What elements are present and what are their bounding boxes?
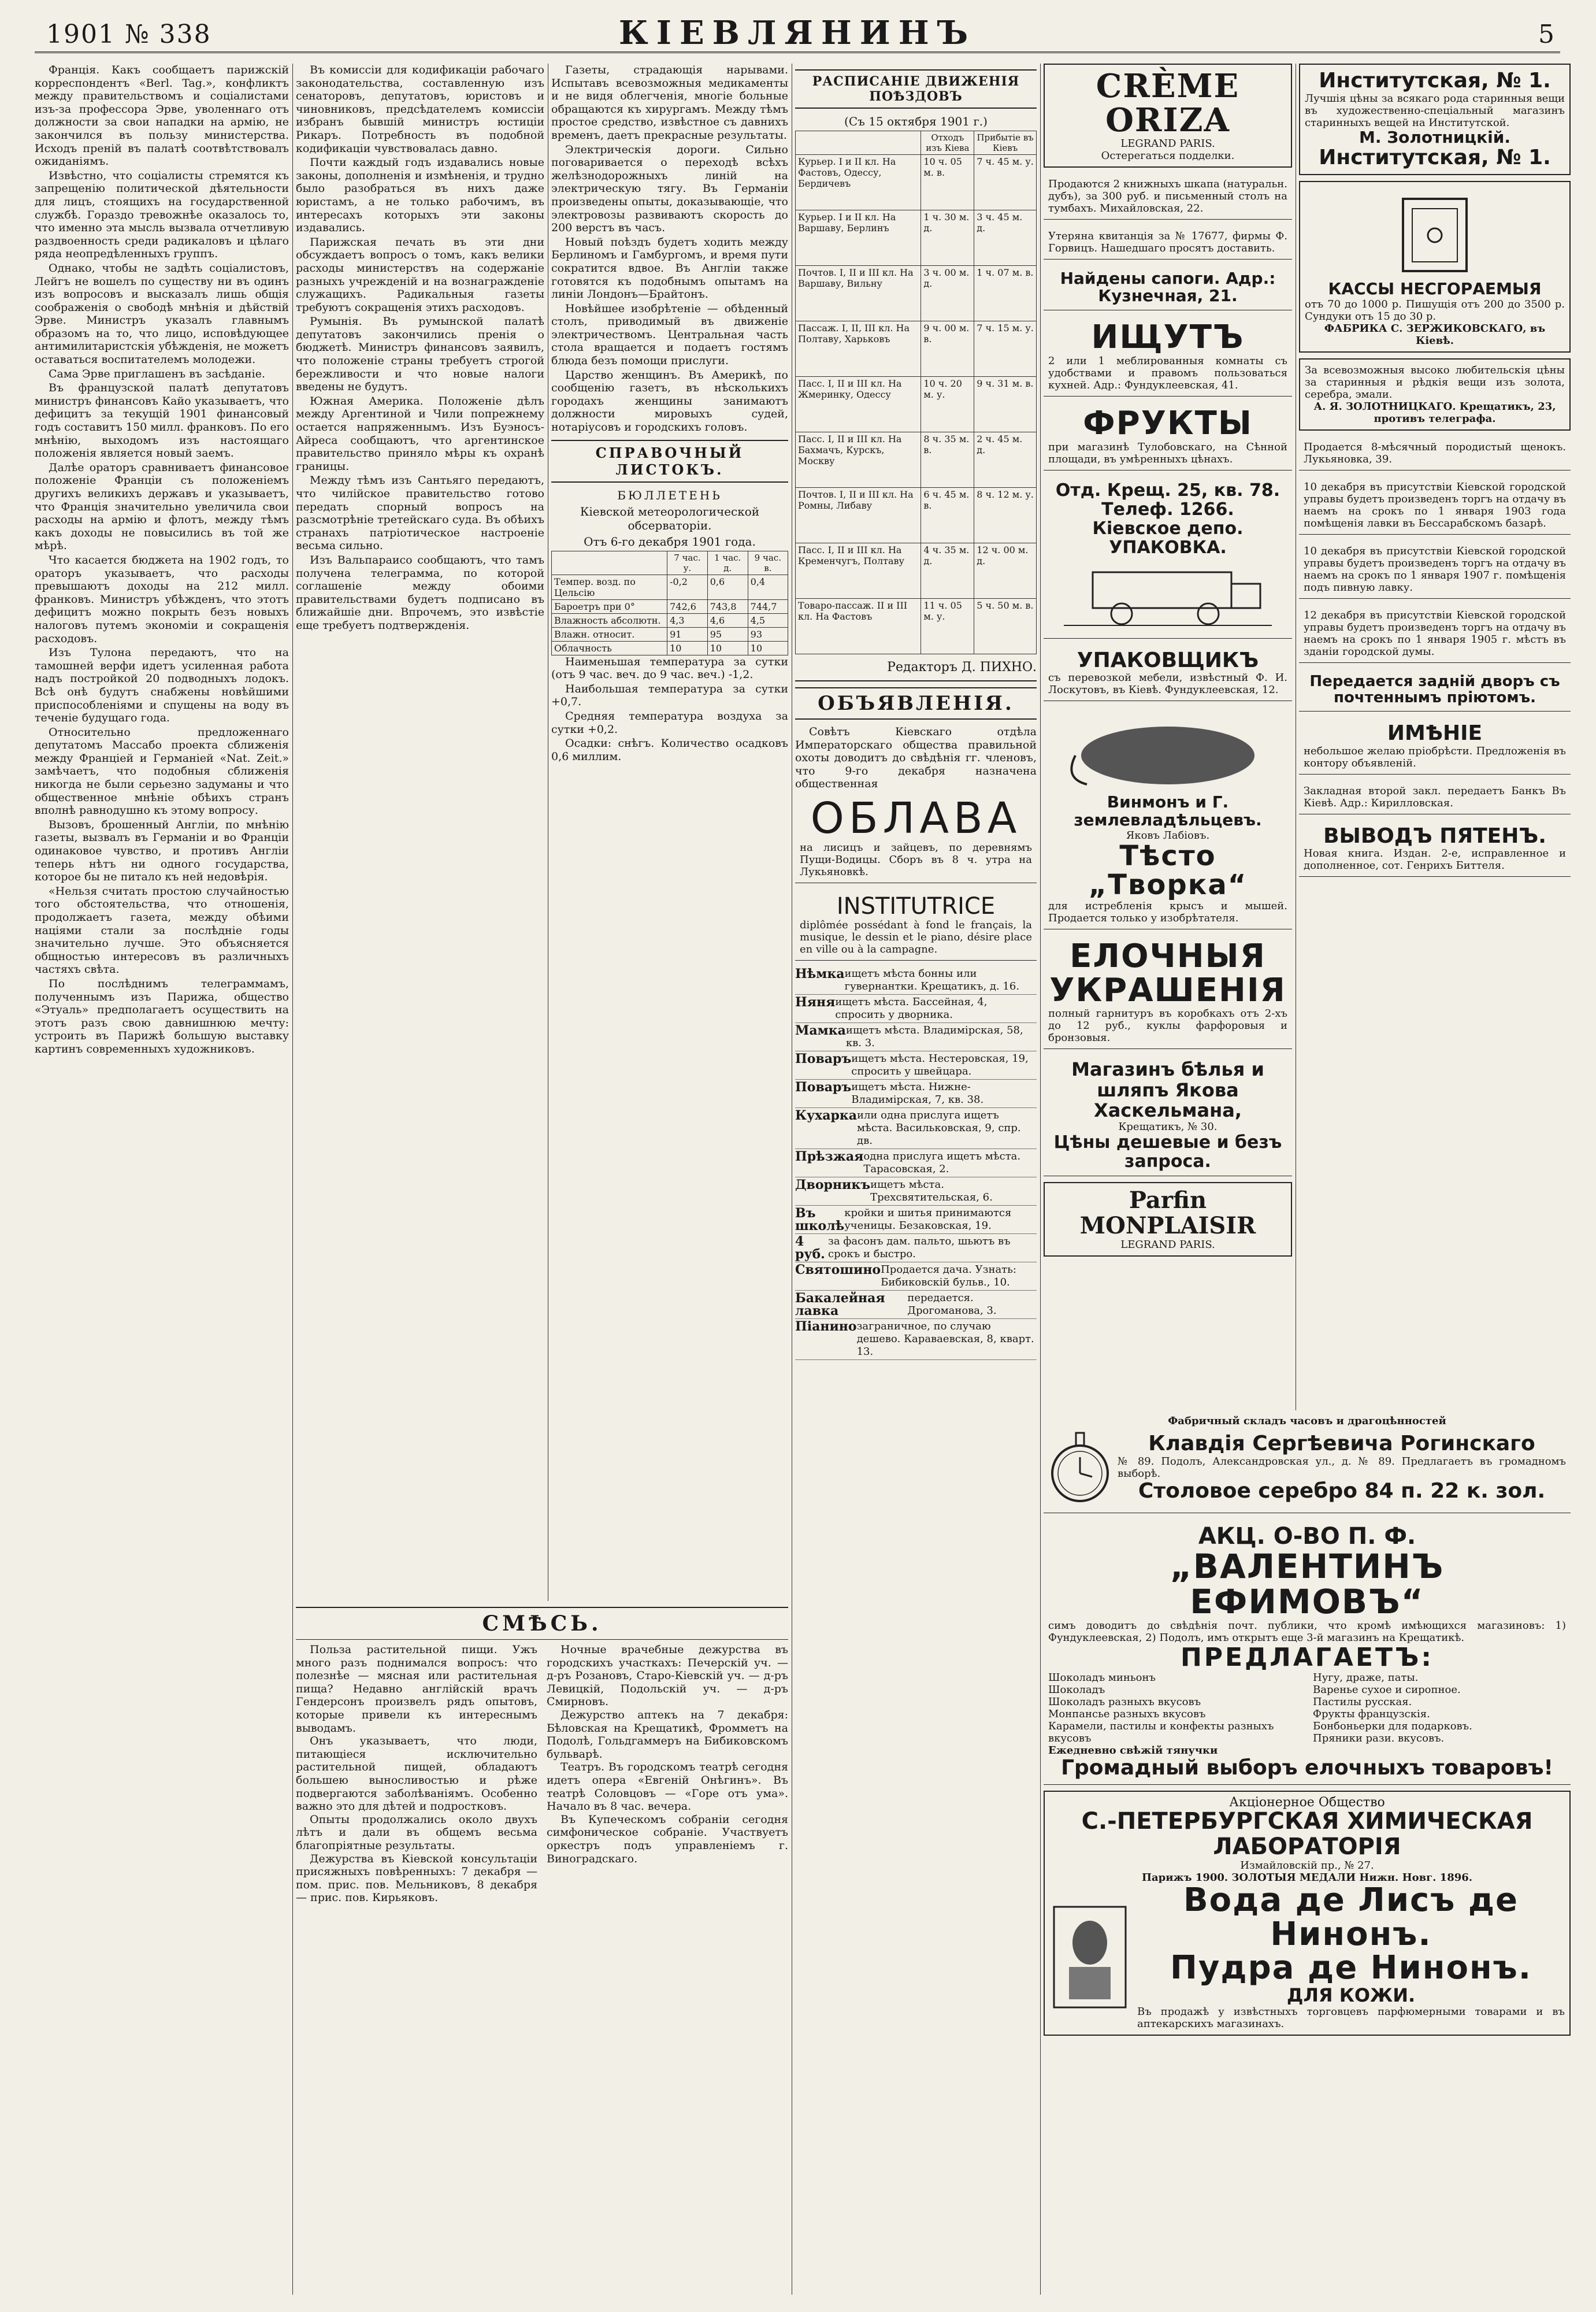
weather-row: Темпер. возд. по Цельсію -0,2 0,6 0,4 bbox=[552, 575, 788, 599]
column-2-news bbox=[296, 64, 544, 1601]
article-paragraph: По послѣднимъ телеграммамъ, полученнымъ изъ Парижа, общество «Этуаль» предполагаетъ осуществить на этотъ разъ свою давнишнюю мечту: устроить въ Парижѣ большую выставку картинъ современныхъ художниковъ. bbox=[35, 977, 289, 1055]
weather-note: Средняя температура воздуха за сутки +0,2. bbox=[551, 710, 788, 736]
announcements-title: ОБЪЯВЛЕНІЯ. bbox=[795, 687, 1037, 720]
classified-item: Дворникъ ищетъ мѣста. Трехсвятительская, 6. bbox=[795, 1177, 1037, 1206]
article-paragraph: Франція. Какъ сообщаетъ парижскій корреспондентъ «Berl. Tag.», конфликтъ между правительствомъ и соціалистами изъ-за профессора Эрве, уволеннаго отъ должности за свои нападки на армію, не закончился въ пользу министерства. Исходъ преній въ палатѣ соотвѣтствовалъ ожиданіямъ. bbox=[35, 64, 289, 168]
timetable-date: (Съ 15 октября 1901 г.) bbox=[844, 114, 988, 128]
classified-item: 4 руб. за фасонъ дам. пальто, шьютъ въ срокъ и быстро. bbox=[795, 1234, 1037, 1262]
article-paragraph: Относительно предложеннаго депутатомъ Массабо проекта сближенія между Франціей и Германіей «Nat. Zeit.» замѣчаетъ, что подобныя сближенія никогда не были серьезно задуманы и что общественное мнѣніе обѣихъ странъ вполнѣ равнодушно къ этому вопросу. bbox=[35, 725, 289, 817]
train-row: Пасс. I, II и III кл. На Кременчугъ, Полтаву 4 ч. 35 м. д. 12 ч. 00 м. д. bbox=[796, 543, 1037, 599]
rat-illustration bbox=[1064, 715, 1272, 790]
estate-ad: ИМѢНІЕ небольшое желаю пріобрѣсти. Предложенія въ контору объявленій. bbox=[1299, 717, 1571, 775]
estate-heading: ИМѢНІЕ bbox=[1387, 721, 1483, 745]
haskelman-ad: Магазинъ бѣлья и шляпъ Якова Хаскельмана, Крещатикъ, № 30. Цѣны дешевые и безъ запроса. bbox=[1044, 1055, 1292, 1176]
small-ad: Утеряна квитанція за № 17677, фирмы Ф. Горвицъ. Нашедшаго просятъ доставить. bbox=[1044, 225, 1292, 260]
article-paragraph: Польза растительной пищи. Ужъ много разъ поднимался вопросъ: что полезнѣе — мясная или растительная пища? Недавно англійскій врачъ Гендерсонъ произвелъ рядъ опытовъ, которые привели къ интереснымъ выводамъ. bbox=[296, 1643, 537, 1735]
parfin-title: Parfin MONPLAISIR bbox=[1079, 1186, 1256, 1239]
classified-item: Нѣмка ищетъ мѣста бонны или гувернантки. Крещатикъ, д. 16. bbox=[795, 966, 1037, 995]
goods-list: Нугу, драже, паты. Варенье сухое и сиропное. Пастилы русская. Фрукты французскія. Бонбоньерки для подарковъ. Пряники рази. вкусовъ. bbox=[1313, 1672, 1472, 1745]
watch-ad: Фабричный складъ часовъ и драгоцѣнностей Клавдія Сергѣевича Рогинскаго № 89. Подолъ, Александровская ул., д. № 89. Предлагаетъ въ громадномъ выборѣ. Столовое серебро 84 п. 22 к. зол. bbox=[1044, 1410, 1571, 1513]
article-paragraph: Театръ. Въ городскомъ театрѣ сегодня идетъ опера «Евгеній Онѣгинъ». Въ театрѣ Соловцовъ — «Горе отъ ума». Начало въ 8 час. вечера. bbox=[547, 1761, 788, 1813]
goods-list: Шоколадъ миньонъ Шоколадъ Шоколадъ разныхъ вкусовъ Монпансье разныхъ вкусовъ Карамели, пастилы и конфекты разныхъ вкусовъ Ежедневно свѣжій тянучки bbox=[1048, 1672, 1274, 1757]
article-paragraph: Парижская печать въ эти дни обсуждаетъ вопросъ о томъ, какъ велики расходы министерствъ на содержаніе разныхъ учрежденій и на вознагражденіе служащихъ. Радикальныя газеты требуютъ сокращенія этихъ расходовъ. bbox=[296, 235, 544, 314]
vinmont-ad: Винмонъ и Г. землевладѣльцевъ. Яковъ Лабіовъ. Тѣсто „Творка“ для истребленія крысъ и мышей. Продается только у изобрѣтателя. bbox=[1044, 707, 1292, 929]
miscellany-col bbox=[547, 1643, 788, 1905]
ninon-powder: Пудра де Нинонъ. bbox=[1170, 1949, 1532, 1987]
auction-notice: 12 декабря въ присутствіи Кіевской городской управы будетъ произведенъ торгъ на отдачу въ наемъ на срокъ по 1 января 1905 г. мѣстъ въ зданіи городской думы. bbox=[1299, 605, 1571, 663]
article-paragraph: Однако, чтобы не задѣть соціалистовъ, Лейгъ не вошелъ по существу ни въ одинъ изъ вопросовъ и высказалъ лишь общія соображенія о свободѣ мнѣнія и дѣйствій Эрве. Министръ указалъ главнымъ образомъ на то, что лицо, исповѣдующее антимилитаристскія убѣжденія, не можетъ оставаться воспитателемъ молодежи. bbox=[35, 261, 289, 366]
train-row: Курьер. I и II кл. На Фастовъ, Одессу, Бердичевъ 10 ч. 05 м. в. 7 ч. 45 м. у. bbox=[796, 155, 1037, 210]
ishchut-heading: ИЩУТЪ bbox=[1091, 318, 1245, 357]
watch-firm-name: Клавдія Сергѣевича Рогинскаго bbox=[1148, 1432, 1535, 1456]
observatory-name: Кіевской метеорологической обсерваторіи. bbox=[580, 504, 760, 532]
institutrice-heading: INSTITUTRICE bbox=[836, 892, 996, 920]
article-paragraph: Дежурство аптекъ на 7 декабря: Бѣловская на Крещатикѣ, Фромметъ на Подолѣ, Гольдгаммеръ на Бибиковскомъ бульварѣ. bbox=[547, 1708, 788, 1761]
article-paragraph: Въ комиссіи для кодификаціи рабочаго законодательства, составленную изъ сенаторовъ, депутатовъ, юристовъ и чиновниковъ, предсѣдателемъ комиссіи избранъ бывшій министръ юстиціи Рикаръ. Потребность въ подобной кодификаціи чувствовалась давно. bbox=[296, 64, 544, 155]
classified-item: Кухарка или одна прислуга ищетъ мѣста. Васильковская, 9, спр. дв. bbox=[795, 1108, 1037, 1149]
editor-line: Редакторъ Д. ПИХНО. bbox=[795, 654, 1037, 681]
weather-row: Облачность 10 10 10 bbox=[552, 641, 788, 655]
train-row: Товаро-пассаж. II и III кл. На Фастовъ 11 ч. 05 м. у. 5 ч. 50 м. в. bbox=[796, 599, 1037, 654]
article-paragraph: Новый поѣздъ будетъ ходить между Берлиномъ и Гамбургомъ, и время пути сократится вдвое. Въ Англіи также готовятся къ подобнымъ опытамъ на линіи Лондонъ—Брайтонъ. bbox=[551, 235, 788, 301]
weather-row: Бароетръ при 0° 742,6 743,8 744,7 bbox=[552, 599, 788, 613]
article-paragraph: Царство женщинъ. Въ Америкѣ, по сообщенію газетъ, въ нѣсколькихъ городахъ женщины занимаютъ должности мировыхъ судей, нотаріусовъ и городскихъ головъ. bbox=[551, 368, 788, 434]
weather-note: Наибольшая температура за сутки +0,7. bbox=[551, 682, 788, 709]
classified-item: Святошино Продается дача. Узнать: Бибиковскій бульв., 10. bbox=[795, 1262, 1037, 1291]
newspaper-title: КІЕВЛЯНИНЪ bbox=[618, 14, 977, 52]
classified-item: Поваръ ищетъ мѣста. Нижне-Владимірская, 7, кв. 38. bbox=[795, 1080, 1037, 1108]
weather-table bbox=[551, 551, 788, 655]
column-3-news bbox=[551, 64, 788, 1578]
article-paragraph: Опыты продолжались около двухъ лѣтъ и дали въ общемъ весьма благопріятные результаты. bbox=[296, 1813, 537, 1852]
safes-ad: КАССЫ НЕСГОРАЕМЫЯ отъ 70 до 1000 р. Пишущія отъ 200 до 3500 р. Сундуки отъ 15 до 30 р. ФАБРИКА С. ЗЕРЖИКОВСКАГО, въ Кіевѣ. bbox=[1299, 181, 1571, 353]
classified-item: Въ школѣ кройки и шитья принимаются ученицы. Безаковская, 19. bbox=[795, 1206, 1037, 1234]
reference-sheet-title: СПРАВОЧНЫЙ ЛИСТОКЪ. bbox=[551, 440, 788, 483]
classified-item: Піанино заграничное, по случаю дешево. Караваевская, 8, кварт. 13. bbox=[795, 1319, 1037, 1360]
zolotnitsky-ad: За всевозможныя высоко любительскія цѣны за старинныя и рѣдкія вещи изъ золота, серебра, эмали. А. Я. ЗОЛОТНИЦКАГО. Крещатикъ, 23, противъ телеграфа. bbox=[1299, 358, 1571, 431]
article-paragraph: Газеты, страдающія нарывами. Испытавъ всевозможныя медикаменты и не видя облегченія, многіе больные обращаются къ хирургамъ. Между тѣмъ простое средство, извѣстное съ давнихъ временъ, даетъ прекрасные результаты. bbox=[551, 64, 788, 142]
miscellany-col bbox=[296, 1643, 537, 1905]
classified-item: Прѣзжая одна прислуга ищетъ мѣста. Тарасовская, 2. bbox=[795, 1149, 1037, 1177]
weather-col-head: 7 час. у. bbox=[667, 551, 708, 575]
article-paragraph: Изъ Тулона передаютъ, что на тамошней верфи идетъ усиленная работа надъ постройкой 20 подводныхъ лодокъ. Всѣ онѣ будутъ снабжены новѣйшими приспособленіями и спущены на воду въ теченіе будущаго года. bbox=[35, 646, 289, 725]
weather-note: Осадки: снѣгъ. Количество осадковъ 0,6 миллим. bbox=[551, 737, 788, 763]
classified-item: Бакалейная лавка передается. Дрогоманова, 3. bbox=[795, 1291, 1037, 1319]
frukty-ad: ФРУКТЫ при магазинѣ Тулобовскаго, на Сѣнной площади, въ умѣренныхъ цѣнахъ. bbox=[1044, 402, 1292, 470]
article-paragraph: Электрическія дороги. Сильно поговаривается о переходѣ всѣхъ желѣзнодорожныхъ линій на электрическую тягу. Въ Германіи произведены опыты, доказывающіе, что электровозы развиваютъ скорость до 200 верстъ въ часъ. bbox=[551, 143, 788, 235]
xmas-heading: ЕЛОЧНЫЯ bbox=[1070, 937, 1266, 975]
announcement-text: Совѣтъ Кіевскаго отдѣла Императорскаго общества правильной охоты доводитъ до свѣдѣнія гг. членовъ, что 9-го декабря назначена общественная bbox=[795, 725, 1037, 791]
train-row: Пасс. I, II и III кл. На Жмеринку, Одессу 10 ч. 20 м. у. 9 ч. 31 м. в. bbox=[796, 377, 1037, 432]
stain-heading: ВЫВОДЪ ПЯТЕНЪ. bbox=[1323, 824, 1546, 848]
bulletin-date: Отъ 6-го декабря 1901 года. bbox=[584, 534, 756, 549]
frukty-heading: ФРУКТЫ bbox=[1083, 404, 1253, 442]
classified-item: Няня ищетъ мѣста. Бассейная, 4, спросить у дворника. bbox=[795, 995, 1037, 1023]
antiques-ad: Институтская, № 1. Лучшія цѣны за всякаго рода старинныя вещи въ художественно-спеціальный магазинъ старинныхъ вещей на Институтской. М. Золотницкій. Институтская, № 1. bbox=[1299, 64, 1571, 175]
small-ad: Продается 8-мѣсячный породистый щенокъ. Лукьяновка, 39. bbox=[1299, 436, 1571, 470]
oblava-heading: ОБЛАВА bbox=[810, 793, 1022, 843]
article-paragraph: Далѣе ораторъ сравниваетъ финансовое положеніе Франціи съ положеніемъ другихъ великихъ державъ и указываетъ, что Франція значительно увеличила свои расходы на армію и флотъ, между тѣмъ какъ доходы не повысились въ той же мѣрѣ. bbox=[35, 461, 289, 553]
ninon-water: Вода де Лисъ де Нинонъ. bbox=[1183, 1881, 1519, 1953]
train-row: Пасс. I, II и III кл. На Бахмачъ, Курскъ, Москву 8 ч. 35 м. в. 2 ч. 45 м. д. bbox=[796, 432, 1037, 488]
article-paragraph: Что касается бюджета на 1902 годъ, то ораторъ указываетъ, что расходы превышаютъ доходы на 212 милл. франковъ. Министръ убѣжденъ, что этотъ дефицитъ можно покрыть безъ новыхъ налоговъ путемъ экономіи и сокращенія расходовъ. bbox=[35, 553, 289, 645]
bulletin-heading: БЮЛЛЕТЕНЬ bbox=[617, 488, 722, 502]
column-4 bbox=[795, 64, 1037, 2295]
article-paragraph: Румынія. Въ румынской палатѣ депутатовъ закончились пренія о бюджетѣ. Министръ финансовъ заявилъ, что положеніе страны требуетъ строгой бережливости и что новые налоги введены не будутъ. bbox=[296, 315, 544, 394]
delivery-wagon-illustration bbox=[1058, 561, 1278, 630]
chem-lab-ad: Акціонерное Общество С.-ПЕТЕРБУРГСКАЯ ХИМИЧЕСКАЯ ЛАБОРАТОРІЯ Измайловскій пр., № 27. Парижъ 1900. ЗОЛОТЫЯ МЕДАЛИ Нижн. Новг. 1896. Вода де Лисъ де Нинонъ. Пудра де Нинонъ. ДЛЯ КОЖИ. Въ продажѣ у извѣстныхъ торговцевъ парфюмерными товарами и въ аптекарскихъ магазинахъ. bbox=[1044, 1791, 1571, 2036]
wide-ads bbox=[1044, 1410, 1571, 2295]
article-paragraph: Новѣйшее изобрѣтеніе — обѣденный столъ, приводимый въ движеніе электричествомъ. Центральная часть стола вращается и подаетъ гостямъ блюда безъ помощи прислуги. bbox=[551, 302, 788, 368]
antiques-heading: Институтская, № 1. bbox=[1319, 69, 1551, 92]
article-paragraph: Дежурства въ Кіевской консультаціи присяжныхъ повѣренныхъ: 7 декабря — пом. прис. пов. Мельниковъ, 8 декабря — прис. пов. Кирьяковъ. bbox=[296, 1852, 537, 1905]
column-1-news bbox=[35, 64, 289, 2295]
article-paragraph: Вызовъ, брошенный Англіи, по мнѣнію газеты, вызвалъ въ Германіи и во Франціи одинаковое чувство, и противъ Англіи теперь нѣтъ ни одного государства, которое бы не питало къ ней недовѣрія. bbox=[35, 818, 289, 884]
article-paragraph: Извѣстно, что соціалисты стремятся къ запрещенію политической дѣятельности для лицъ, стоящихъ на государственной службѣ. Гораздо тревожнѣе оказалось то, что именно эта мысль вызвала отчетливую раздвоенность среди радикаловъ и цѣлаго ряда неопредѣленныхъ группъ. bbox=[35, 169, 289, 261]
safe-illustration bbox=[1391, 190, 1478, 277]
parfin-ad: Parfin MONPLAISIR LEGRAND PARIS. bbox=[1044, 1182, 1292, 1257]
page-number: 5 bbox=[1538, 20, 1554, 49]
trademark-illustration bbox=[1049, 1902, 1130, 2012]
issue-number: 1901 № 338 bbox=[46, 20, 211, 49]
xmas-decor-ad: ЕЛОЧНЫЯ УКРАШЕНІЯ полный гарнитуръ въ коробкахъ отъ 2-хъ до 12 руб., куклы фарфоровыя и бронзовыя. bbox=[1044, 935, 1292, 1050]
packers-heading: УПАКОВЩИКЪ bbox=[1077, 648, 1259, 672]
oblava-ad: ОБЛАВА на лисицъ и зайцевъ, по деревнямъ Пущи-Водицы. Сборъ въ 8 ч. утра на Лукьяновкѣ. bbox=[795, 792, 1037, 883]
small-ad: Найдены сапоги. Адр.: Кузнечная, 21. bbox=[1044, 265, 1292, 311]
small-ad: Передается задній дворъ съ почтеннымъ пріютомъ. bbox=[1299, 669, 1571, 712]
packers-ad: УПАКОВЩИКЪ съ перевозкой мебели, извѣстный Ф. И. Лоскутовъ, въ Кіевѣ. Фундуклеевская, 12. bbox=[1044, 644, 1292, 702]
column-rule bbox=[1040, 64, 1041, 2295]
pocket-watch-illustration bbox=[1048, 1427, 1112, 1508]
classified-item: Поваръ ищетъ мѣста. Нестеровская, 19, спросить у швейцара. bbox=[795, 1051, 1037, 1080]
classified-list bbox=[795, 966, 1037, 1360]
train-row: Пассаж. I, II, III кл. На Полтаву, Харьковъ 9 ч. 00 м. в. 7 ч. 15 м. у. bbox=[796, 321, 1037, 377]
train-timetable bbox=[795, 131, 1037, 654]
classified-item: Мамка ищетъ мѣста. Владимірская, 58, кв. 3. bbox=[795, 1023, 1037, 1051]
creme-oriza-ad: CRÈME ORIZA LEGRAND PARIS. Остерегаться подделки. bbox=[1044, 64, 1292, 168]
efimov-heading: „ВАЛЕНТИНЪ ЕФИМОВЪ“ bbox=[1170, 1547, 1445, 1621]
auction-notice: 10 декабря въ присутствіи Кіевской городской управы будетъ произведенъ торгъ на отдачу въ наемъ на срокъ по 1 января 1903 года помѣщенія лавки въ Бессарабскомъ базарѣ. bbox=[1299, 476, 1571, 535]
article-paragraph: Онъ указываетъ, что люди, питающіеся исключительно растительной пищей, обладаютъ большею выносливостью и рѣже подвергаются заболѣваніямъ. Особенно важно это для дѣтей и подростковъ. bbox=[296, 1735, 537, 1813]
article-paragraph: Ночные врачебные дежурства въ городскихъ участкахъ: Печерскій уч. — д-ръ Розановъ, Старо-Кіевскій уч. — д-ръ Левицкій, Подольскій уч. — д-ръ Смирновъ. bbox=[547, 1643, 788, 1709]
train-row: Почтов. I, II и III кл. На Ромны, Либаву 6 ч. 45 м. в. 8 ч. 12 м. у. bbox=[796, 488, 1037, 543]
miscellany-title: СМѢСЬ. bbox=[296, 1607, 788, 1640]
article-paragraph: «Нельзя считать простою случайностью того обстоятельства, что отношенія, продолжаетъ газета, между обѣими націями стали за послѣдніе годы значительно лучше. Это объясняется общностью интересовъ въ различныхъ частяхъ свѣта. bbox=[35, 884, 289, 976]
chem-lab-heading: С.-ПЕТЕРБУРГСКАЯ ХИМИЧЕСКАЯ ЛАБОРАТОРІЯ bbox=[1081, 1807, 1533, 1860]
creme-oriza-title: CRÈME ORIZA bbox=[1096, 67, 1240, 139]
masthead bbox=[35, 12, 1560, 53]
ishchut-ad: ИЩУТЪ 2 или 1 меблированныя комнаты съ удобствами и правомъ пользоваться кухней. Адр.: Фундуклеевская, 41. bbox=[1044, 316, 1292, 397]
train-row: Почтов. I, II и III кл. На Варшаву, Вильну 3 ч. 00 м. д. 1 ч. 07 м. в. bbox=[796, 266, 1037, 321]
auction-notice: 10 декабря въ присутствіи Кіевской городской управы будетъ произведенъ торгъ на отдачу въ наемъ на срокъ по 1 января 1907 г. помѣщенія подъ пивную лавку. bbox=[1299, 540, 1571, 599]
small-ad: Закладная второй закл. передаетъ Банкъ Въ Кіевѣ. Адр.: Кирилловская. bbox=[1299, 780, 1571, 814]
timetable-title: РАСПИСАНІЕ ДВИЖЕНІЯ ПОѢЗДОВЪ bbox=[795, 69, 1037, 109]
tvorka-heading: Тѣсто „Творка“ bbox=[1088, 839, 1248, 902]
small-ad: Продаются 2 книжныхъ шкапа (натуральн. дубъ), за 300 руб. и письменный столъ на тумбахъ. Михайловская, 22. bbox=[1044, 173, 1292, 220]
article-paragraph: Изъ Вальпараисо сообщаютъ, что тамъ получена телеграмма, по которой соглашеніе между обоими правительствами будетъ подписано въ ближайшіе дни. Впрочемъ, это извѣстіе еще требуетъ подтвержденія. bbox=[296, 553, 544, 632]
miscellany-section bbox=[296, 1607, 788, 2295]
stain-removal-ad: ВЫВОДЪ ПЯТЕНЪ. Новая книга. Издан. 2-е, исправленное и дополненное, сот. Генрихъ Биттеля. bbox=[1299, 820, 1571, 877]
weather-row: Влажность абсолютн. 4,3 4,6 4,5 bbox=[552, 613, 788, 627]
weather-note: Наименьшая температура за сутки (отъ 9 час. веч. до 9 час. веч.) -1,2. bbox=[551, 655, 788, 681]
efimov-ad: АКЦ. О-ВО П. Ф. „ВАЛЕНТИНЪ ЕФИМОВЪ“ симъ доводитъ до свѣдѣнія почт. публики, что кромѣ имѣющихся магазиновъ: 1) Фундуклеевская, 2) Подолъ, имъ открытъ еще 3-й магазинъ на Крещатикѣ. ПРЕДЛАГАЕТЪ: Шоколадъ миньонъ Шоколадъ Шоколадъ разныхъ вкусовъ Монпансье разныхъ вкусовъ Карамели, пастилы и конфекты разныхъ вкусовъ Ежедневно свѣжій тянучки Нугу, драже, паты. Варенье сухое и сиропное. Пастилы русская. Фрукты французскія. Бонбоньерки для подарковъ. Пряники рази. вкусовъ. Громадный выборъ елочныхъ товаровъ! bbox=[1044, 1519, 1571, 1785]
timetable-col-head: Отходъ изъ Кіева bbox=[921, 131, 974, 155]
article-paragraph: Сама Эрве приглашенъ въ засѣданіе. bbox=[49, 367, 265, 380]
article-paragraph: Почти каждый годъ издавались новые законы, дополненія и измѣненія, и трудно было разобраться въ нихъ даже юристамъ, а не только рабочимъ, въ интересахъ которыхъ эти законы издавались. bbox=[296, 156, 544, 235]
train-row: Курьер. I и II кл. На Варшаву, Берлинъ 1 ч. 30 м. д. 3 ч. 45 м. д. bbox=[796, 210, 1037, 266]
timetable-col-head: Прибытіе въ Кіевъ bbox=[974, 131, 1037, 155]
depot-ad: Отд. Крещ. 25, кв. 78. Телеф. 1266. Кіевское депо. УПАКОВКА. bbox=[1044, 476, 1292, 639]
weather-col-head: 1 час. д. bbox=[707, 551, 748, 575]
column-rule bbox=[292, 64, 293, 2295]
institutrice-ad: INSTITUTRICE diplômée possédant à fond le français, la musique, le dessin et le piano, désire place en ville ou à la campagne. bbox=[795, 889, 1037, 961]
article-paragraph: Въ Купеческомъ собраніи сегодня симфоническое собраніе. Участвуетъ оркестръ подъ управленіемъ г. Виноградскаго. bbox=[547, 1813, 788, 1865]
article-paragraph: Въ французской палатѣ депутатовъ министръ финансовъ Кайо указываетъ, что дефицитъ за текущій 1901 финансовый годъ составитъ 150 милл. франковъ. По его мнѣнію, выходомъ изъ настоящаго положенія является новый заемъ. bbox=[35, 381, 289, 460]
article-paragraph: Между тѣмъ изъ Сантьяго передаютъ, что чилійское правительство готово передать спорный вопросъ на разсмотрѣніе третейскаго суда. Въ обѣихъ странахъ патріотическое настроеніе весьма сильно. bbox=[296, 474, 544, 553]
weather-row: Влажн. относит. 91 95 93 bbox=[552, 627, 788, 641]
article-paragraph: Южная Америка. Положеніе дѣлъ между Аргентиной и Чили попрежнему остается напряженнымъ. Изъ Буэносъ-Айреса сообщаютъ, что аргентинское правительство приняло мѣры къ охранѣ границы. bbox=[296, 394, 544, 473]
weather-col-head: 9 час. в. bbox=[748, 551, 788, 575]
